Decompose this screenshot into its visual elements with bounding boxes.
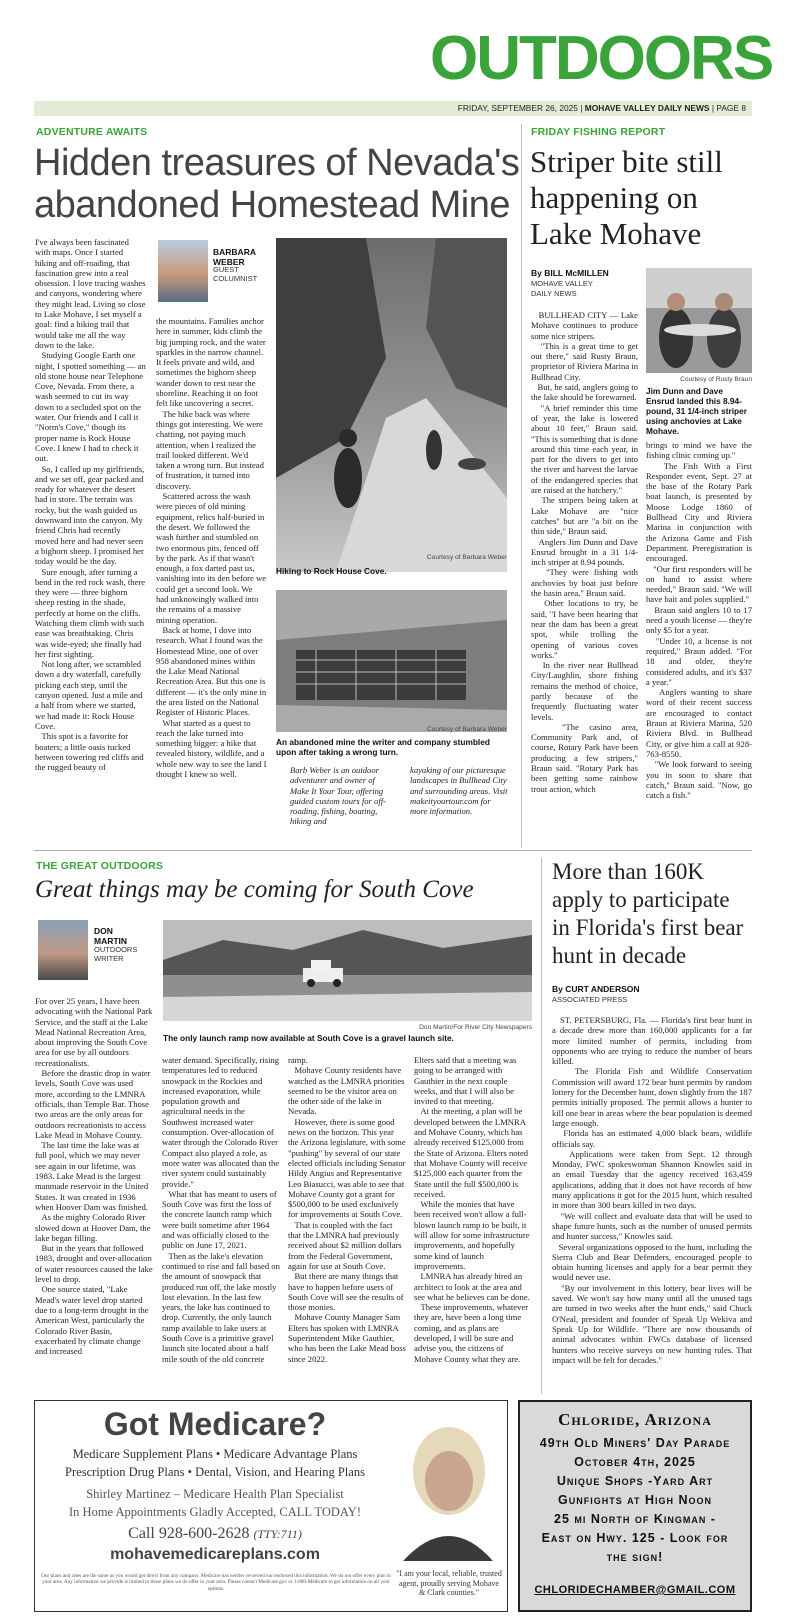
ad-chloride[interactable]: [518, 1400, 752, 1612]
photo2-credit: Courtesy of Barbara Weber: [426, 726, 507, 733]
section-title: OUTDOORS: [430, 24, 773, 93]
column-divider-bottom: [541, 858, 542, 1394]
story4-author-org: ASSOCIATED PRESS: [552, 995, 628, 1004]
author-photo-don: [38, 920, 88, 980]
story1-headline[interactable]: Hidden treasures of Nevada's abandoned Homestead Mine: [34, 142, 520, 226]
story3-author-role: OUTDOORS WRITER: [94, 945, 138, 963]
ad-medicare-line1: Medicare Supplement Plans • Medicare Advantage Plans: [72, 1447, 358, 1461]
story2-photo-caption: Jim Dunn and Dave Ensrud landed this 8.94-pound, 31 1/4-inch striper using anchovies at Lake Mohave.: [646, 386, 747, 436]
story3-headline[interactable]: Great things may be coming for South Cove: [35, 876, 474, 903]
story3-photo-credit: Don Martin/For River City Newspapers: [419, 1024, 532, 1031]
ad-chloride-line: Gunfights at High Noon: [557, 1493, 713, 1507]
story1-bio-col2: kayaking of our picturesque landscapes in Bullhead City and surrounding areas. Visit makeityourtour.com for more information.: [410, 765, 508, 817]
ad-medicare-quote: "I am your local, reliable, trusted agent, proudly serving Mohave & Clark counties.": [396, 1569, 502, 1597]
story1-col2: the mountains. Families anchor here in summer, kids climb the big jumping rock, and the water sparkles in the narrow channel. It feels private and wild, and sometimes the bighorn sheep wander down to rest near the shoreline. Reaching it on foot felt like uncovering a secret. The hike back was where things got interesting. We were chatting, not paying much attention, when I realized the trail looked different. We'd taken a wrong turn. But instead of frustration, it turned into discovery. Scattered across the wash were pieces of old mining equipment, relics half-buried in the desert. We followed the wash further and stumbled on two enormous pits, fenced off by the park. As if that wasn't enough, a fox darted past us, vanishing into its den before we could get a second look. We had unknowingly walked into the remains of a massive mining operation. Back at home, I dove into research. What I found was the Homestead Mine, one of over 958 abandoned mines within the Lake Mead National Recreation Area. But this one is different — it's the only mine in the area listed on the National Register of Historic Places. What started as a quest to reach the lake turned into something bigger: a hike that revealed history, wildlife, and a whole new way to see the land I thought I knew so well.: [156, 316, 267, 780]
story3-photo-caption: The only launch ramp now available at South Cove is a gravel launch site.: [163, 1033, 454, 1043]
column-divider: [521, 124, 522, 848]
ad-chloride-line: 25 mi North of Kingman -: [554, 1512, 716, 1526]
ad-medicare-tty: (TTY:711): [253, 1527, 302, 1541]
ad-chloride-title: Chloride, Arizona: [558, 1410, 712, 1429]
ad-chloride-lines: [520, 1434, 750, 1567]
story1-author-role: GUEST COLUMNIST: [213, 265, 258, 283]
photo-hiking: [276, 238, 507, 572]
photo-striper-anglers: [646, 268, 752, 373]
issue-date: FRIDAY, SEPTEMBER 26, 2025: [457, 103, 578, 113]
ad-medicare[interactable]: [34, 1400, 508, 1612]
ad-medicare-line3: Shirley Martinez – Medicare Health Plan Specialist: [86, 1487, 344, 1501]
story1-bio-col1: Barb Weber is an outdoor adventurer and owner of Make It Your Tour, offering guided custom tours for off-roading, fishing, boating, hiking and: [290, 765, 386, 827]
story4-author: By CURT ANDERSON: [552, 984, 640, 994]
story1-kicker: ADVENTURE AWAITS: [36, 126, 148, 138]
photo1-credit: Courtesy of Barbara Weber: [426, 554, 507, 561]
ad-chloride-line: October 4th, 2025: [574, 1455, 696, 1469]
story1-col1: I've always been fascinated with maps. Once I started hiking and off-roading, that fascination grew into a real obsession. I love tracing washes and canyons, wondering where they might lead. Living so close to Lake Mohave, I set myself a goal: find a hiking trail that would take me all the way down to the lake. Studying Google Earth one night, I spotted something — an old stone house near Telephone Cove, Nevada. From there, a wash seemed to cut its way down to a secluded spot on the water. Our friends and I call it "Norm's Cove," though its proper name is Rock House Cove. I knew I had to check it out. So, I called up my girlfriends, and we set off, gear packed and ready for whatever the desert had in store. The terrain was rocky, but the wash guided us downward into the canyon. My friend Chris had recently moved here and had never seen a bighorn sheep. I promised her today would be the day. Sure enough, after turning a bend in the red rock wash, there they were — three bighorn sheep resting in the shade, perfectly at home on the cliffs. Watching them climb with such ease was breathtaking. Chris was wide-eyed; she finally had her first sighting. Not long after, we scrambled down a dry waterfall, carefully picking each step, until the canyon opened. Just a mile and a half from where we started, we had made it: Rock House Cove. This spot is a favorite for boaters; a little oasis tucked between towering red cliffs and the rugged beauty of: [35, 237, 146, 773]
paper-name: MOHAVE VALLEY DAILY NEWS: [584, 103, 710, 113]
story2-author-org: MOHAVE VALLEY DAILY NEWS: [531, 279, 593, 298]
dateline-band: FRIDAY, SEPTEMBER 26, 2025 | MOHAVE VALLEY DAILY NEWS | PAGE 8: [34, 101, 752, 116]
ad-medicare-agent-photo: [393, 1411, 503, 1561]
ad-chloride-line: East on Hwy. 125 - Look for: [541, 1531, 729, 1545]
story2-photo-credit: Courtesy of Rusty Braun: [680, 376, 752, 383]
story1-author: BARBARA WEBER: [213, 247, 256, 267]
ad-medicare-phone-row: [35, 1525, 395, 1543]
ad-medicare-title: Got Medicare?: [103, 1406, 327, 1442]
ad-medicare-disclaimer: Our plans and rates are the same as you would get direct from any company. Medicare has neither reviewed nor endorsed this information. We do not offer every plan in your area. Any information we provide is limited to those plans we do offer in your area. Please contact Medicare.gov or 1-800-Medicare to get information on all your options.: [41, 1573, 391, 1592]
story2-headline[interactable]: Striper bite still happening on Lake Mohave: [530, 144, 723, 251]
story3-col4: Elters said that a meeting was going to be arranged with Gauthier in the next couple weeks, and that I will also be invited to that meeting. At the meeting, a plan will be developed between the LMNRA and Mohave County, which has already received $125,000 from the State of Arizona. Elters noted that Mohave County will receive $125,000 each quarter from the State until the full $500,000 is received. While the monies that have been received won't allow a full-blown launch ramp to be built, it will allow for some infrastructure improvements, and hopefully some kind of launch improvements. LMNRA has already hired an architect to look at the area and see what he believes can be done. These improvements, whatever they are, have been a long time coming, and as plans are developed, I will be sure and advise you, the citizens of Mohave County what they are.: [414, 1055, 530, 1364]
ad-chloride-line: 49th Old Miners' Day Parade: [539, 1436, 731, 1450]
story3-col1: For over 25 years, I have been advocating with the National Park Service, and the staff at the Lake Mead National Recreation Area, about improving the South Cove area for use by all outdoors recreationalists. Before the drastic drop in water levels, South Cove was used more, according to the LMNRA officials, than Temple Bar. Those two areas are the only areas for outdoors recreationists to access Lake Mead in Mohave County. The last time the lake was at full pool, which we may never see again in our lifetime, was 1983. Lake Mead is the largest manmade reservoir in the United States. It was created in 1936 when Hoover Dam was finished. As the mighty Colorado River slowed down at Hoover Dam, the lake began filling. But in the years that followed 1983, drought and over-allocation of water resources caused the lake level to drop. One source stated, "Lake Mead's water level drop started due to a long-term drought in the American West, particularly the Colorado River Basin, exacerbated by climate change and increased: [35, 996, 153, 1357]
ad-chloride-line: the sign!: [606, 1550, 664, 1564]
ad-medicare-line4: In Home Appointments Gladly Accepted, CALL TODAY!: [69, 1505, 361, 1519]
story2-col1: BULLHEAD CITY — Lake Mohave continues to produce some nice stripers. "This is a great time to get out there," said Rusty Braun, proprietor of Riviera Marina in Bullhead City. But, he said, anglers going to the lake should be forewarned. "A brief reminder this time of year, the lake is lowered about 10 feet," Braun said. "This is something that is done around this time each year, in part for the divers to get into the river and harvest the larvae of the endangered species that are raised at the hatchery." The stripers being taken at Lake Mohave are "nice catches" but are "a bit on the thin side," Braun said. Anglers Jim Dunn and Dave Ensrud brought in a 31 1/4-inch striper at 8.94 pounds. "They were fishing with anchovies by boat just before the basin area," Braun said. Other locations to try, he said, "I have been hearing that near the dam has been a great spot, while trolling the opening of various coves works." In the river near Bullhead City/Laughlin, shore fishing remains the method of choice, partly because of the frequently fluctuating water levels. "The casino area, Community Park and, of course, Rotary Park have been producing a few stripers," Braun said. "Rotary Park has been getting some rainbow trout action, which: [531, 310, 639, 794]
ad-chloride-line: Unique Shops -Yard Art: [556, 1474, 714, 1488]
photo-abandoned-mine: [276, 590, 507, 732]
page-number: PAGE 8: [716, 103, 746, 113]
story3-col3: ramp. Mohave County residents have watched as the LMNRA priorities seemed to be the visitor area on the other side of the lake in Nevada. However, there is some good news on the horizon. This year the Arizona legislature, with some "pushing" by several of our state elected officials including Senator Hildy Angius and Representative Leo Biasucci, was able to see that Mohave County got a grant for $500,000 to be used exclusively for improvements at South Cove. That is coupled with the fact that the LMNRA had previously received about $2 million dollars from the Federal Government, again for use at South Cove. But there are many things that have to happen before users of South Cove will see the results of those monies. Mohave County Manager Sam Elters has spoken with LMNRA Superintendent Mike Gauthier, who has been the Lake Mead boss since 2022.: [288, 1055, 406, 1364]
story4-headline[interactable]: More than 160K apply to participate in Florida's first bear hunt in decade: [552, 859, 744, 968]
ad-medicare-phone[interactable]: Call 928-600-2628: [128, 1525, 250, 1542]
photo2-caption: An abandoned mine the writer and company stumbled upon after taking a wrong turn.: [276, 737, 490, 757]
story4-body: ST. PETERSBURG, Fla. — Florida's first bear hunt in a decade drew more than 160,000 applicants for a far more limited number of permits, including from opponents who are trying to reduce the number of bears killed. The Florida Fish and Wildlife Conservation Commission will award 172 bear hunt permits by random lottery for the December hunt, down slightly from the 187 permits initially proposed. The permit allows a hunter to kill one bear in areas where the bear population is deemed large enough. Florida has an estimated 4,000 black bears, wildlife officials say. Applications were taken from Sept. 12 through Monday, FWC spokeswoman Shannon Knowles said in an email Tuesday that the agency received 163,459 applications, adding that it does not have records of how many applications it got for the 2015 hunt, which resulted in more than 300 bears killed in two days. "We will collect and evaluate data that will be used to shape future hunts, such as the number of unused permits and hunter success," Knowles said. Several organizations opposed to the hunt, including the Sierra Club and Bear Defenders, encouraged people to obtain hunting licenses and apply for a bear permit they would never use. "By our involvement in this lottery, bear lives will be saved. We won't say how many until all the unused tags are turned in two weeks after the hunt ends," said Chuck O'Neal, president and founder of Speak Up Wekiva and Speak Up for Wildlife. "There are now thousands of animal advocates within FWCs database of licensed hunters who receive surveys on new hunting rules. That impact will be felt for decades.": [552, 1015, 752, 1365]
story2-kicker: FRIDAY FISHING REPORT: [531, 126, 666, 138]
story3-col2: water demand. Specifically, rising temperatures led to reduced snowpack in the Rockies and increased evaporation, while population growth and agricultural needs in the Southwest increased water consumption. Over-allocation of water through the Colorado River Compact also played a role, as more water was allocated than the river system could sustainably provide." What that has meant to users of South Cove was first the loss of the concrete launch ramp which were built sometime after 1964 and was officially closed to the public on June 17, 2021. Then as the lake's elevation continued to rise and fall based on the amount of snowpack that produced run off, the lake mostly lost elevation. In the last few years, the lake has continued to drop. Currently, the only launch ramp available to lake users at South Cove is a primitive gravel launch site located about a half mile south of the old concrete: [162, 1055, 280, 1364]
ad-medicare-line2: Prescription Drug Plans • Dental, Vision, and Hearing Plans: [65, 1465, 365, 1479]
story3-kicker: THE GREAT OUTDOORS: [36, 860, 164, 872]
story3-author: DON MARTIN: [94, 926, 128, 946]
author-photo-barbara: [158, 240, 208, 302]
ad-medicare-website[interactable]: mohavemedicareplans.com: [110, 1546, 320, 1563]
ad-chloride-email[interactable]: CHLORIDECHAMBER@GMAIL.COM: [534, 1584, 736, 1596]
story2-author: By BILL McMILLEN: [531, 268, 609, 278]
story2-col2: brings to mind we have the fishing clinic coming up." The Fish With a First Responder event, Sept. 27 at the base of the Rotary Park boat launch, is presented by Moose Lodge 1860 of Bullhead City and Riviera Marina in conjunction with the Arizona Game and Fish Department. Preregistration is encouraged. "Our first responders will be on hand to assist where needed," Braun said. "We will have bait and poles supplied." Braun said anglers 10 to 17 need a youth license — they're only $5 for a year. "Under 10, a license is not required," Braun added. "For 18 and older, they're considered adults, and it's $37 a year." Anglers wanting to share word of their recent success are encouraged to contact Braun at Riviera Marina, 520 Riviera Blvd. in Bullhead City, or give him a call at 928-763-8550. "We look forward to seeing you in soon to share that catch," Braun said. "Now, go catch a fish.": [646, 440, 752, 801]
photo-south-cove: [163, 920, 532, 1021]
section-divider: [34, 850, 752, 851]
photo1-caption: Hiking to Rock House Cove.: [276, 566, 387, 576]
